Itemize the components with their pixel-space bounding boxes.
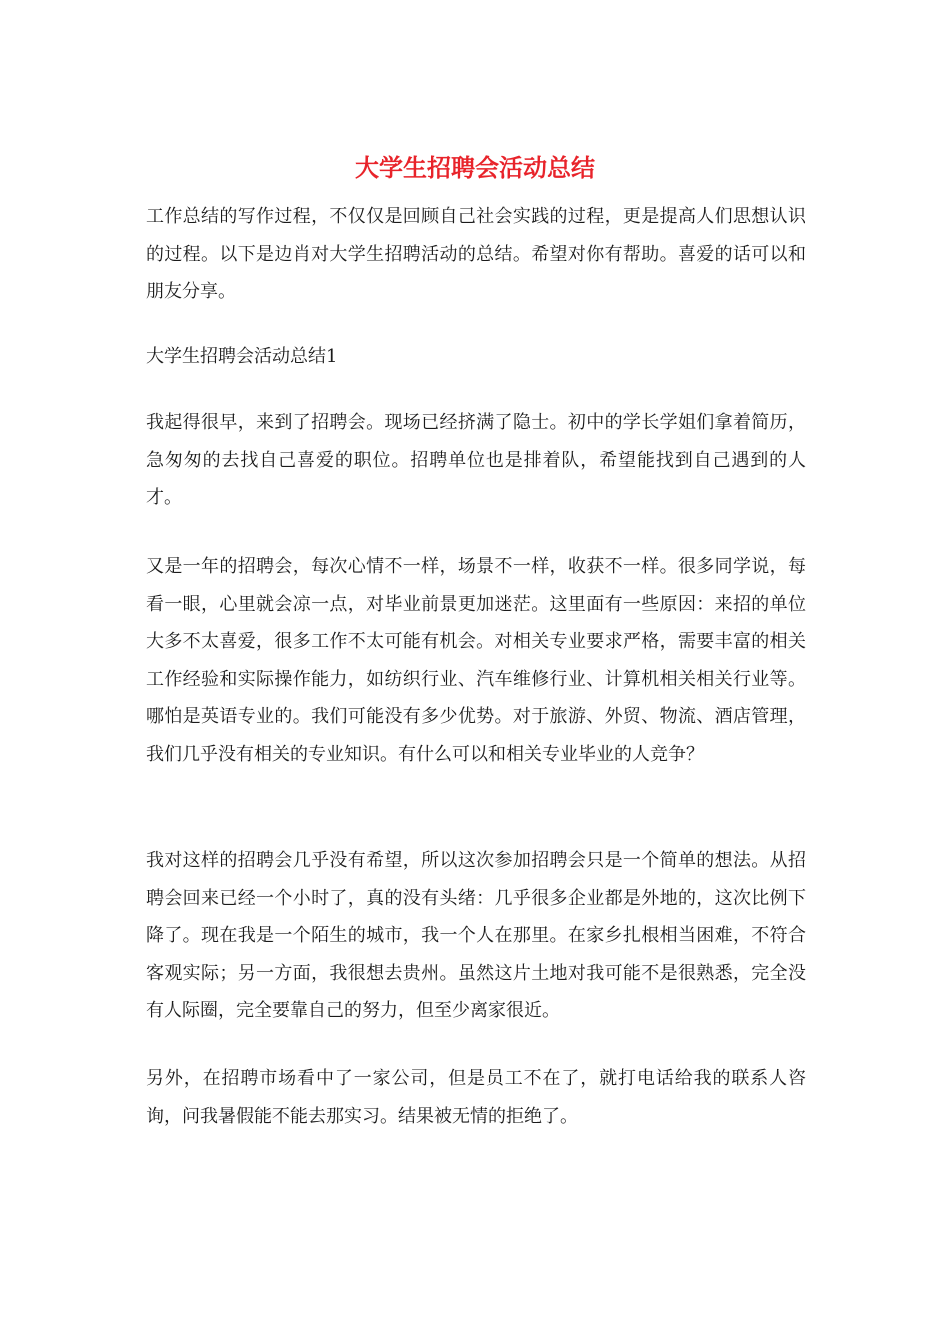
paragraph-4-block: [146, 1060, 806, 1135]
document-title: 大学生招聘会活动总结: [355, 153, 595, 182]
paragraph-2-block: [146, 548, 806, 773]
paragraph-1: 我起得很早，来到了招聘会。现场已经挤满了隐士。初中的学长学姐们拿着简历，急匆匆的去找自己喜爱的职位。招聘单位也是排着队，希望能找到自己遇到的人才。: [146, 412, 806, 508]
paragraph-1-block: [146, 404, 806, 517]
section-heading: 大学生招聘会活动总结1: [146, 346, 338, 367]
paragraph-2: 又是一年的招聘会，每次心情不一样，场景不一样，收获不一样。很多同学说，每看一眼，心里就会凉一点，对毕业前景更加迷茫。这里面有一些原因：来招的单位大多不太喜爱，很多工作不太可能有机会。对相关专业要求严格，需要丰富的相关工作经验和实际操作能力，如纺织行业、汽车维修行业、计算机相关相关行业等。哪怕是英语专业的。我们可能没有多少优势。对于旅游、外贸、物流、酒店管理，我们几乎没有相关的专业知识。有什么可以和相关专业毕业的人竞争？: [146, 556, 806, 765]
intro-paragraph-block: [146, 198, 806, 311]
paragraph-3-block: [146, 842, 806, 1030]
paragraph-3: 我对这样的招聘会几乎没有希望，所以这次参加招聘会只是一个简单的想法。从招聘会回来已经一个小时了，真的没有头绪：几乎很多企业都是外地的，这次比例下降了。现在我是一个陌生的城市，我一个人在那里。在家乡扎根相当困难，不符合客观实际；另一方面，我很想去贵州。虽然这片土地对我可能不是很熟悉，完全没有人际圈，完全要靠自己的努力，但至少离家很近。: [146, 850, 806, 1021]
section-heading-block: [146, 338, 806, 376]
intro-paragraph: 工作总结的写作过程，不仅仅是回顾自己社会实践的过程，更是提高人们思想认识的过程。以下是边肖对大学生招聘活动的总结。希望对你有帮助。喜爱的话可以和朋友分享。: [146, 206, 806, 302]
paragraph-4: 另外，在招聘市场看中了一家公司，但是员工不在了，就打电话给我的联系人咨询，问我暑假能不能去那实习。结果被无情的拒绝了。: [146, 1068, 806, 1127]
